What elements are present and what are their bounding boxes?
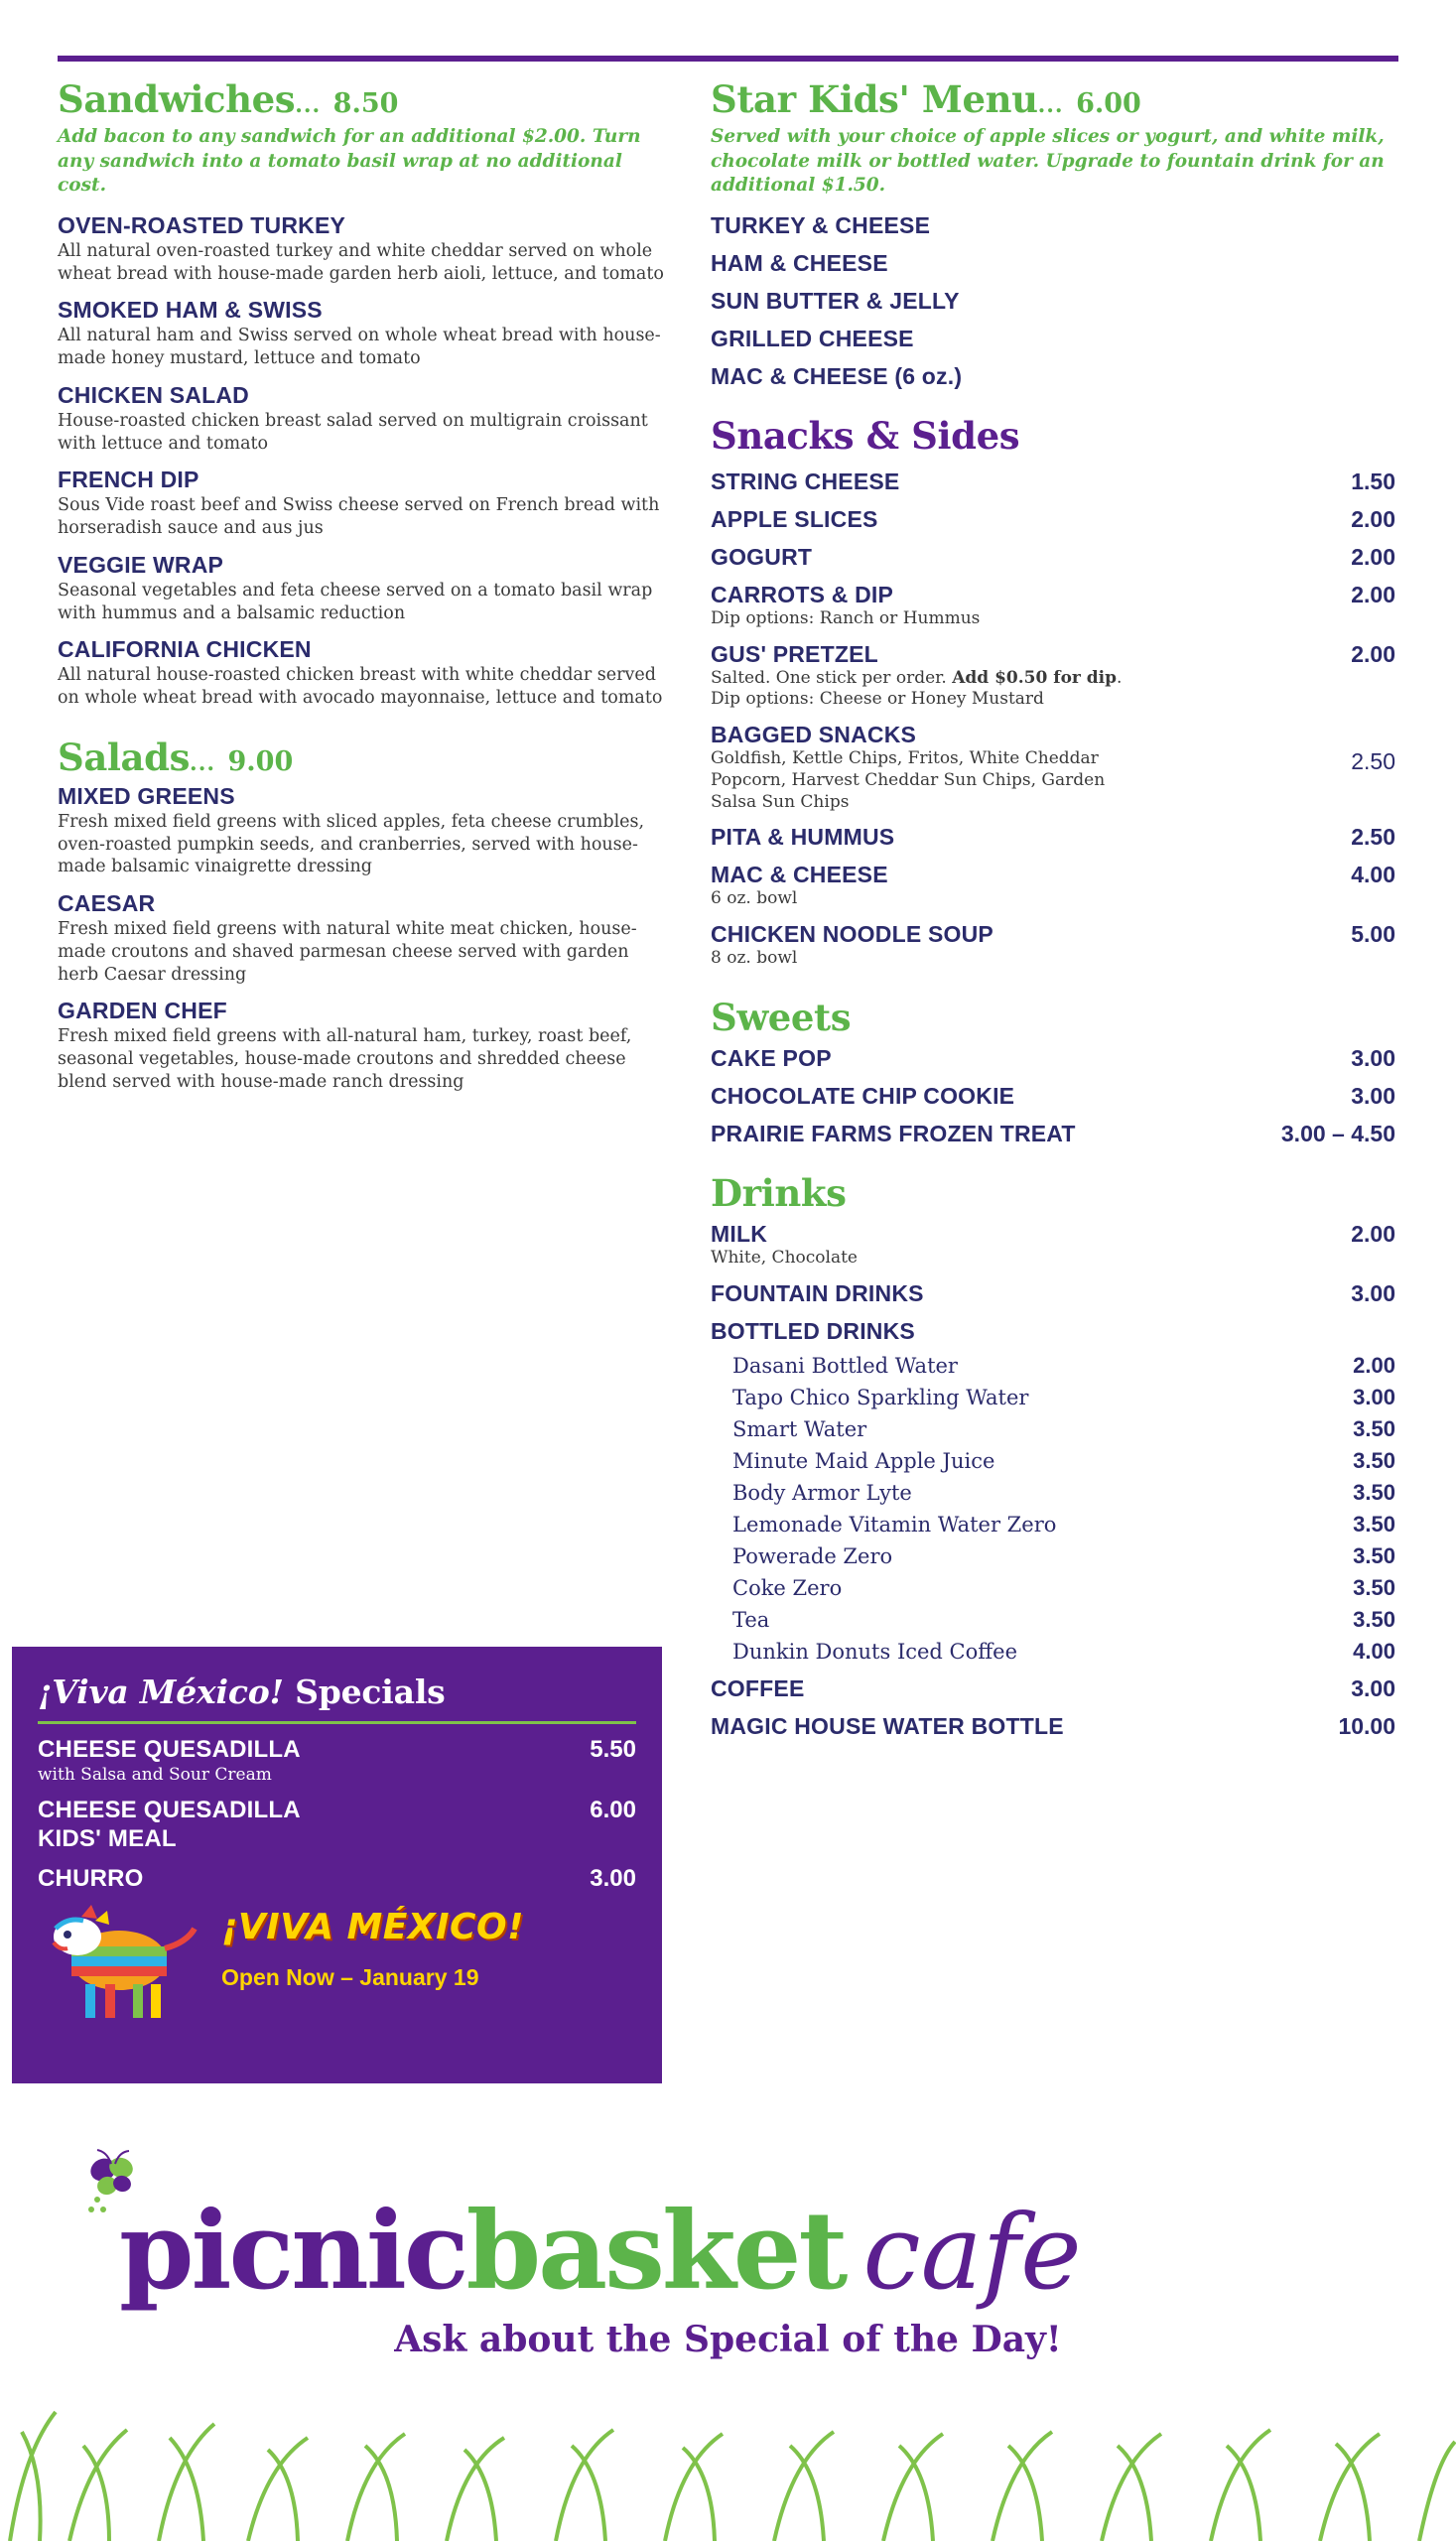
item-description: All natural oven-roasted turkey and white cheddar served on whole wheat bread with house-made garden herb aioli, lettuce, and tomato	[58, 240, 664, 284]
drink-price: 3.00	[1353, 1384, 1395, 1409]
item-price: 6.00	[590, 1797, 636, 1823]
menu-columns	[58, 77, 1398, 1740]
price-row	[711, 1280, 1395, 1307]
item-name: OVEN-ROASTED TURKEY	[58, 211, 346, 238]
menu-item	[58, 636, 669, 710]
drink-price: 3.50	[1353, 1415, 1395, 1441]
logo-basket: basket	[465, 2189, 846, 2314]
item-name: GARDEN CHEF	[58, 998, 227, 1024]
drink-name: Dasani Bottled Water	[732, 1353, 958, 1378]
viva-title-rest: Specials	[283, 1672, 446, 1711]
kids-note: Served with your choice of apple slices or yogurt, and white milk, chocolate milk or bottled water. Upgrade to fountain drink for an additional $1.50.	[711, 126, 1385, 197]
item-subtext: Dip options: Ranch or Hummus	[711, 607, 981, 628]
drink-price: 3.50	[1353, 1447, 1395, 1473]
kids-item: TURKEY & CHEESE	[711, 211, 931, 238]
item-name: CHICKEN NOODLE SOUP	[711, 921, 993, 948]
item-name-line2: KIDS' MEAL	[38, 1825, 177, 1852]
pretzel-sub-bold: Add $0.50 for dip	[952, 667, 1118, 688]
drink-price: 3.50	[1353, 1479, 1395, 1505]
drink-price: 3.50	[1353, 1542, 1395, 1568]
price-row	[711, 1675, 1395, 1702]
item-price: 3.00	[1351, 1082, 1395, 1109]
drink-name: Powerade Zero	[732, 1543, 893, 1568]
item-name: CAESAR	[58, 890, 156, 917]
salads-heading	[58, 736, 669, 779]
item-description: Fresh mixed field greens with natural white meat chicken, house-made croutons and shaved parmesan cheese served with garden herb Caesar dressing	[58, 919, 637, 985]
salads-dots: ...	[190, 749, 216, 776]
kids-item: HAM & CHEESE	[711, 249, 888, 276]
price-row	[38, 1797, 636, 1824]
price-row	[711, 582, 1395, 608]
salads-price: 9.00	[227, 745, 294, 777]
drink-name: Tea	[732, 1607, 770, 1632]
drink-name: Body Armor Lyte	[732, 1480, 912, 1505]
sandwiches-title: Sandwiches	[58, 77, 296, 121]
price-row	[38, 1865, 636, 1893]
item-subtext: with Salsa and Sour Cream	[38, 1765, 272, 1785]
price-row	[711, 1083, 1395, 1110]
price-row	[711, 1221, 1395, 1248]
menu-item	[58, 783, 669, 878]
footer	[0, 2120, 1456, 2541]
sandwiches-note: Add bacon to any sandwich for an additional $2.00. Turn any sandwich into a tomato basil wrap at no additional cost.	[58, 126, 641, 197]
sandwiches-price: 8.50	[332, 88, 399, 119]
item-name: PRAIRIE FARMS FROZEN TREAT	[711, 1120, 1076, 1146]
price-row	[38, 1736, 636, 1764]
brand-logo	[119, 2189, 1082, 2314]
item-price: 10.00	[1338, 1712, 1395, 1739]
viva-art-title: ¡VIVA MÉXICO!	[221, 1907, 524, 1947]
item-name: COFFEE	[711, 1674, 805, 1701]
left-column	[58, 77, 669, 1740]
viva-title-em: ¡Viva México!	[38, 1672, 284, 1711]
item-name: PITA & HUMMUS	[711, 824, 895, 851]
list-item	[732, 1607, 1395, 1633]
item-name: CHEESE QUESADILLA	[38, 1797, 301, 1823]
list-item	[732, 1480, 1395, 1506]
price-row	[711, 544, 1395, 571]
item-subtext: White, Chocolate	[711, 1247, 858, 1268]
item-description: All natural ham and Swiss served on whole wheat bread with house-made honey mustard, lettuce and tomato	[58, 326, 661, 369]
list-item	[732, 1385, 1395, 1410]
kids-item: MAC & CHEESE (6 oz.)	[711, 362, 963, 389]
kids-title: Star Kids' Menu	[711, 77, 1038, 121]
item-name: MAC & CHEESE	[711, 862, 888, 888]
drink-name: Tapo Chico Sparkling Water	[732, 1385, 1029, 1409]
drinks-heading: Drinks	[711, 1170, 847, 1215]
item-price: 3.00	[590, 1865, 636, 1892]
price-row	[711, 1713, 1395, 1740]
item-subtext: 8 oz. bowl	[711, 948, 798, 969]
drink-price: 3.50	[1353, 1574, 1395, 1600]
item-name: STRING CHEESE	[711, 468, 900, 494]
list-item	[732, 1543, 1395, 1569]
item-price: 3.00	[1351, 1279, 1395, 1306]
list-item	[732, 1575, 1395, 1601]
item-price: 2.50	[1351, 748, 1395, 775]
price-row	[711, 862, 1395, 888]
bottled-drinks-list	[711, 1353, 1395, 1665]
list-item	[732, 1639, 1395, 1665]
bottled-drinks-header	[711, 1318, 1395, 1345]
drink-price: 2.00	[1353, 1352, 1395, 1378]
menu-item	[58, 552, 669, 625]
item-price: 4.00	[1351, 862, 1395, 888]
snacks-heading: Snacks & Sides	[711, 413, 1020, 458]
item-subtext: Dip options: Cheese or Honey Mustard	[711, 689, 1044, 710]
list-item	[732, 1448, 1395, 1474]
viva-mexico-specials-box	[12, 1647, 662, 2083]
item-name: CAKE POP	[711, 1044, 832, 1071]
price-row	[711, 921, 1395, 948]
item-name: FRENCH DIP	[58, 467, 199, 493]
kids-item: SUN BUTTER & JELLY	[711, 287, 960, 314]
item-name: CHEESE QUESADILLA	[38, 1736, 301, 1763]
sandwiches-heading	[58, 77, 669, 121]
item-price: 1.50	[1351, 468, 1395, 494]
item-name: APPLE SLICES	[711, 505, 878, 532]
item-name: FOUNTAIN DRINKS	[711, 1279, 924, 1306]
item-name: CHURRO	[38, 1865, 144, 1892]
kids-item: GRILLED CHEESE	[711, 325, 914, 351]
price-row	[711, 722, 1395, 748]
item-price: 2.00	[1351, 1220, 1395, 1247]
footer-tagline: Ask about the Special of the Day!	[394, 2319, 1062, 2360]
menu-item	[58, 890, 669, 986]
menu-item	[58, 297, 669, 370]
drink-name: Dunkin Donuts Iced Coffee	[732, 1639, 1018, 1664]
price-row	[711, 641, 1395, 668]
viva-artwork	[38, 1903, 636, 2032]
item-name: CHICKEN SALAD	[58, 381, 249, 408]
kids-price: 6.00	[1076, 88, 1141, 119]
item-name: SMOKED HAM & SWISS	[58, 297, 323, 324]
bagged-snacks-detail	[711, 748, 1395, 813]
pretzel-sub-plain: Salted. One stick per order.	[711, 667, 953, 688]
item-name: CARROTS & DIP	[711, 581, 894, 607]
price-row	[711, 468, 1395, 495]
item-name: CHOCOLATE CHIP COOKIE	[711, 1082, 1015, 1109]
item-name: GUS' PRETZEL	[711, 640, 878, 667]
item-description: Seasonal vegetables and feta cheese served on a tomato basil wrap with hummus and a balsamic reduction	[58, 580, 653, 623]
drink-price: 3.50	[1353, 1606, 1395, 1632]
item-description: Sous Vide roast beef and Swiss cheese served on French bread with horseradish sauce and aus jus	[58, 495, 660, 539]
item-price: 2.00	[1351, 581, 1395, 607]
price-row	[711, 1045, 1395, 1072]
item-name: CALIFORNIA CHICKEN	[58, 636, 312, 663]
top-divider	[58, 56, 1398, 62]
item-name: GOGURT	[711, 543, 813, 570]
drink-name: Lemonade Vitamin Water Zero	[732, 1512, 1057, 1537]
item-price: 2.00	[1351, 640, 1395, 667]
drink-price: 4.00	[1353, 1638, 1395, 1664]
item-name: BOTTLED DRINKS	[711, 1317, 915, 1344]
price-row	[711, 1121, 1395, 1147]
kids-heading	[711, 77, 1395, 121]
item-name: MAGIC HOUSE WATER BOTTLE	[711, 1712, 1064, 1739]
item-name: BAGGED SNACKS	[711, 722, 917, 748]
item-name: MILK	[711, 1220, 768, 1247]
item-price: 3.00	[1351, 1044, 1395, 1071]
item-subtext: Goldfish, Kettle Chips, Fritos, White Cheddar Popcorn, Harvest Cheddar Sun Chips, Garden Salsa Sun Chips	[711, 748, 1106, 812]
logo-cafe: cafe	[862, 2192, 1082, 2313]
menu-item	[58, 998, 669, 1093]
menu-item	[58, 212, 669, 286]
item-price: 5.50	[590, 1736, 636, 1763]
sandwiches-dots: ...	[295, 92, 322, 118]
list-item	[732, 1512, 1395, 1538]
right-column	[711, 77, 1395, 1740]
item-price: 2.00	[1351, 505, 1395, 532]
drink-name: Minute Maid Apple Juice	[732, 1448, 995, 1473]
item-price: 2.00	[1351, 543, 1395, 570]
item-price: 3.00	[1351, 1674, 1395, 1701]
item-price: 5.00	[1351, 921, 1395, 948]
item-subtext: 6 oz. bowl	[711, 888, 798, 909]
pretzel-sub-tail: .	[1117, 667, 1123, 688]
menu-item	[58, 382, 669, 456]
drink-price: 3.50	[1353, 1511, 1395, 1537]
item-description: Fresh mixed field greens with all-natural ham, turkey, roast beef, seasonal vegetables, house-made croutons and shredded cheese blend served with house-made ranch dressing	[58, 1026, 632, 1092]
salads-title: Salads	[58, 735, 191, 779]
pinata-icon	[38, 1899, 211, 2028]
logo-picnic: picnic	[119, 2189, 466, 2314]
price-row	[711, 506, 1395, 533]
drink-name: Smart Water	[732, 1416, 867, 1441]
item-name: VEGGIE WRAP	[58, 551, 224, 578]
list-item	[732, 1353, 1395, 1379]
sweets-heading: Sweets	[711, 995, 852, 1039]
viva-divider	[38, 1721, 636, 1724]
item-price: 3.00 – 4.50	[1280, 1120, 1395, 1146]
list-item	[732, 1416, 1395, 1442]
drink-name: Coke Zero	[732, 1575, 843, 1600]
viva-title	[38, 1672, 636, 1711]
menu-item	[58, 467, 669, 540]
item-description: All natural house-roasted chicken breast with white cheddar served on whole wheat bread with avocado mayonnaise, lettuce and tomato	[58, 665, 663, 709]
kids-dots: ...	[1037, 92, 1064, 118]
item-description: Fresh mixed field greens with sliced apples, feta cheese crumbles, oven-roasted pumpkin seeds, and cranberries, served with house-made balsamic vinaigrette dressing	[58, 811, 645, 877]
viva-open-dates: Open Now – January 19	[221, 1964, 479, 1990]
item-description: House-roasted chicken breast salad served on multigrain croissant with lettuce and tomato	[58, 410, 648, 454]
item-subtext	[711, 668, 1395, 690]
price-row	[711, 824, 1395, 851]
item-price: 2.50	[1351, 824, 1395, 851]
item-name: MIXED GREENS	[58, 782, 235, 809]
